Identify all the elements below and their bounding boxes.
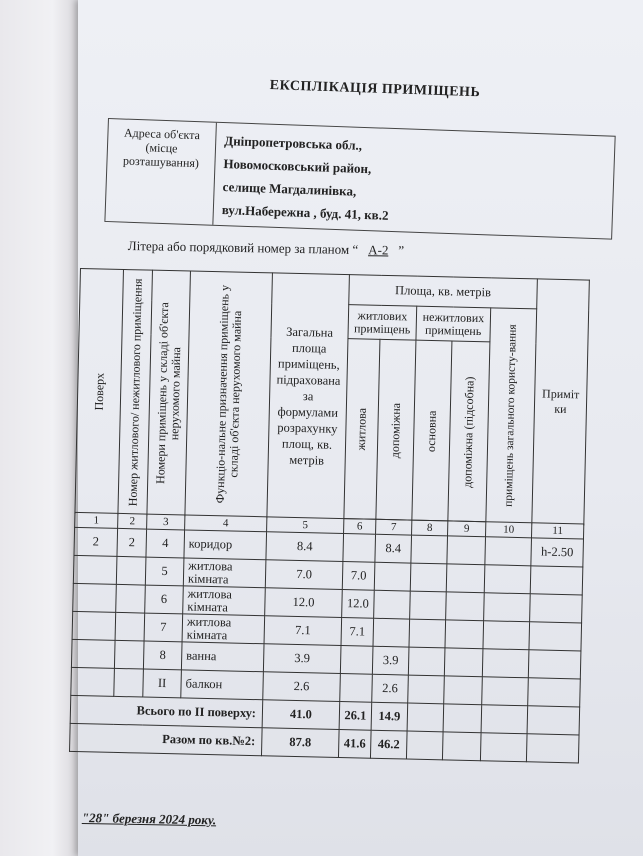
address-line: Дніпропетровська обл.,: [224, 133, 363, 153]
litera-text: Літера або порядковий номер за планом: [127, 238, 350, 257]
cell-total: 7.0: [265, 560, 343, 590]
subtotal-total: 41.0: [262, 700, 340, 730]
grand-label: Разом по кв.№2:: [70, 723, 263, 755]
cell-room: 6: [145, 585, 184, 614]
cell-living: 7.1: [341, 618, 374, 647]
cell-note: [528, 650, 581, 679]
cell-unit: [115, 612, 145, 641]
header-notes: Приміт ки: [532, 279, 590, 524]
cell-main: [410, 591, 447, 620]
cell-purpose: житлова кімната: [183, 586, 266, 616]
col-number: 9: [448, 521, 486, 537]
cell-common: [485, 537, 532, 566]
header-floor: Поверх: [75, 269, 124, 514]
address-box: [104, 118, 615, 240]
subtotal-label: Всього по II поверху:: [70, 695, 263, 727]
subtotal-living: 26.1: [339, 702, 372, 731]
cell-living: 7.0: [342, 562, 375, 591]
cell-unit: 2: [117, 528, 147, 557]
cell-room: 5: [145, 557, 184, 586]
address-label: Адреса об'єкта (місце розташування): [105, 119, 216, 225]
col-number: 7: [376, 519, 412, 535]
cell-main: [408, 675, 445, 704]
col-number: 4: [185, 515, 267, 532]
cell-aux: [374, 590, 411, 619]
col-number: 1: [75, 512, 118, 528]
cell-aux2: [447, 536, 486, 565]
address-line: Новомосковський район,: [223, 156, 372, 177]
document-date: "28" березня 2024 року.: [81, 810, 217, 828]
address-lines: [221, 129, 391, 227]
grand-living: 41.6: [338, 729, 371, 758]
header-nonresidential: нежитлових приміщень: [416, 306, 491, 342]
cell-aux2: [444, 648, 483, 677]
cell-common: [482, 649, 529, 678]
cell-total: 2.6: [263, 672, 341, 702]
col-number: 6: [344, 519, 376, 535]
col-number: 3: [147, 514, 185, 530]
cell-aux: 3.9: [372, 646, 409, 675]
explication-table: [69, 268, 590, 763]
address-line: селище Магдалинівка,: [222, 179, 357, 199]
cell-aux2: [445, 620, 484, 649]
litera-line: Літера або порядковий номер за планом “ А-2 ”: [127, 238, 405, 258]
explication-table-wrap: [69, 268, 590, 763]
cell-total: 7.1: [264, 616, 342, 646]
cell-living: [340, 674, 373, 703]
cell-common: [482, 677, 529, 706]
cell-purpose: житлова кімната: [182, 614, 265, 644]
cell-floor: [73, 555, 117, 584]
col-number: 2: [118, 513, 147, 529]
cell-unit: [116, 556, 146, 585]
cell-purpose: ванна: [181, 642, 264, 672]
cell-room: 8: [143, 641, 182, 670]
cell-unit: [114, 668, 144, 697]
header-total: Загальна площа приміщень, підрахована за формулами розрахунку площ, кв. метрів: [267, 273, 350, 519]
cell-total: 3.9: [263, 644, 341, 674]
header-common: приміщень загального користу-вання: [486, 308, 537, 523]
cell-note: [530, 594, 583, 623]
cell-floor: [71, 639, 115, 668]
cell-note: [530, 566, 583, 595]
cell-aux: 8.4: [375, 534, 412, 563]
cell-note: [528, 678, 581, 707]
cell-floor: [71, 667, 115, 696]
cell-living: 12.0: [342, 590, 375, 619]
grand-aux: 46.2: [370, 730, 407, 759]
grand-total: 87.8: [261, 728, 339, 758]
header-living: житлова: [344, 339, 380, 520]
cell-purpose: балкон: [181, 670, 264, 700]
cell-unit: [114, 640, 144, 669]
document-title: ЕКСПЛІКАЦІЯ ПРИМІЩЕНЬ: [269, 78, 481, 101]
header-purpose: Функціо-нальне призначення приміщень у складі об'єкта нерухомого майна: [185, 271, 273, 517]
cell-purpose: коридор: [184, 530, 267, 560]
cell-floor: [73, 583, 117, 612]
header-main: основна: [412, 340, 452, 521]
cell-floor: [72, 611, 116, 640]
cell-aux: [374, 562, 411, 591]
cell-common: [483, 621, 530, 650]
cell-main: [409, 619, 446, 648]
cell-room: II: [143, 669, 182, 698]
col-number: 10: [486, 522, 532, 538]
cell-common: [484, 565, 531, 594]
header-area-group: Площа, кв. метрів: [349, 275, 538, 309]
cell-aux: [373, 618, 410, 647]
cell-aux2: [444, 676, 483, 705]
cell-aux2: [446, 564, 485, 593]
address-line: вул.Набережна , буд. 41, кв.2: [221, 202, 389, 223]
cell-room: 7: [144, 613, 183, 642]
cell-room: 4: [146, 529, 185, 558]
col-number: 5: [267, 517, 344, 534]
table-body: [71, 527, 584, 707]
subtotal-aux: 14.9: [371, 702, 408, 731]
litera-value: А-2: [368, 242, 389, 258]
cell-living: [343, 534, 376, 563]
cell-aux: 2.6: [372, 674, 409, 703]
cell-note: [529, 622, 582, 651]
cell-main: [410, 563, 447, 592]
header-unit-no: Номер житлового/ нежитлового приміщення: [118, 269, 153, 514]
cell-floor: 2: [74, 527, 118, 556]
cell-aux2: [446, 592, 485, 621]
cell-main: [411, 535, 448, 564]
col-number: 11: [531, 523, 583, 539]
cell-note: h-2.50: [531, 538, 584, 567]
col-number: 8: [412, 520, 448, 536]
cell-total: 12.0: [265, 588, 343, 618]
cell-living: [340, 646, 373, 675]
header-residential: житлових приміщень: [348, 305, 417, 341]
cell-common: [484, 593, 531, 622]
cell-purpose: житлова кімната: [183, 558, 266, 588]
header-aux2: допоміжна (підсобна): [448, 341, 490, 522]
header-aux: допоміжна: [376, 339, 416, 520]
header-room-no: Номери приміщень у складі об'єкта нерухомого майна: [147, 270, 191, 515]
cell-total: 8.4: [266, 532, 344, 562]
cell-unit: [116, 584, 146, 613]
cell-main: [408, 647, 445, 676]
